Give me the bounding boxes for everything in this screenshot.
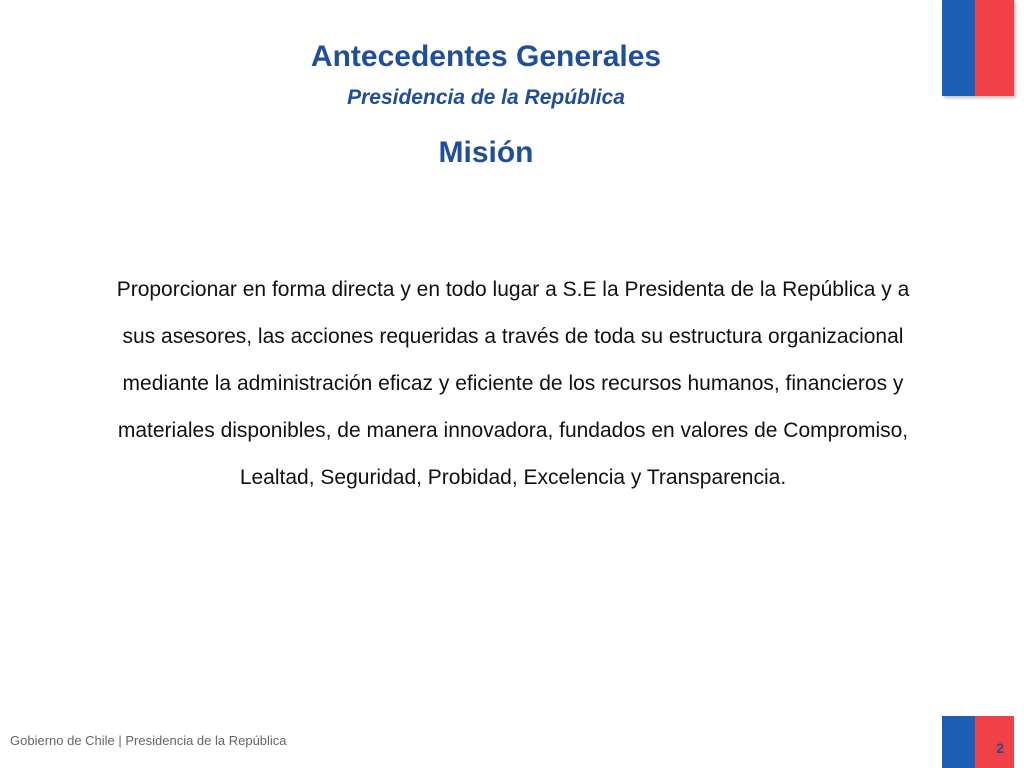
flag-blue-bar-bottom <box>942 716 975 768</box>
mission-paragraph: Proporcionar en forma directa y en todo lugar a S.E la Presidenta de la República y a sus asesores, las acciones requeridas a través de toda su estructura organizacional mediante la administración eficaz y eficiente de los recursos humanos, financieros y materiales disponibles, de manera innovadora, fundados en valores de Compromiso, Lealtad, Seguridad, Probidad, Excelencia y Transparencia. <box>116 278 910 489</box>
page-number: 2 <box>996 740 1004 756</box>
footer-label: Gobierno de Chile | Presidencia de la República <box>10 733 287 748</box>
flag-decoration-bottom <box>942 716 1014 768</box>
flag-red-bar <box>975 0 1014 96</box>
flag-red-bar-bottom <box>975 716 1014 768</box>
section-title: Misión <box>438 136 534 169</box>
page-title: Antecedentes Generales <box>310 40 662 73</box>
page-subtitle: Presidencia de la República <box>347 86 625 109</box>
